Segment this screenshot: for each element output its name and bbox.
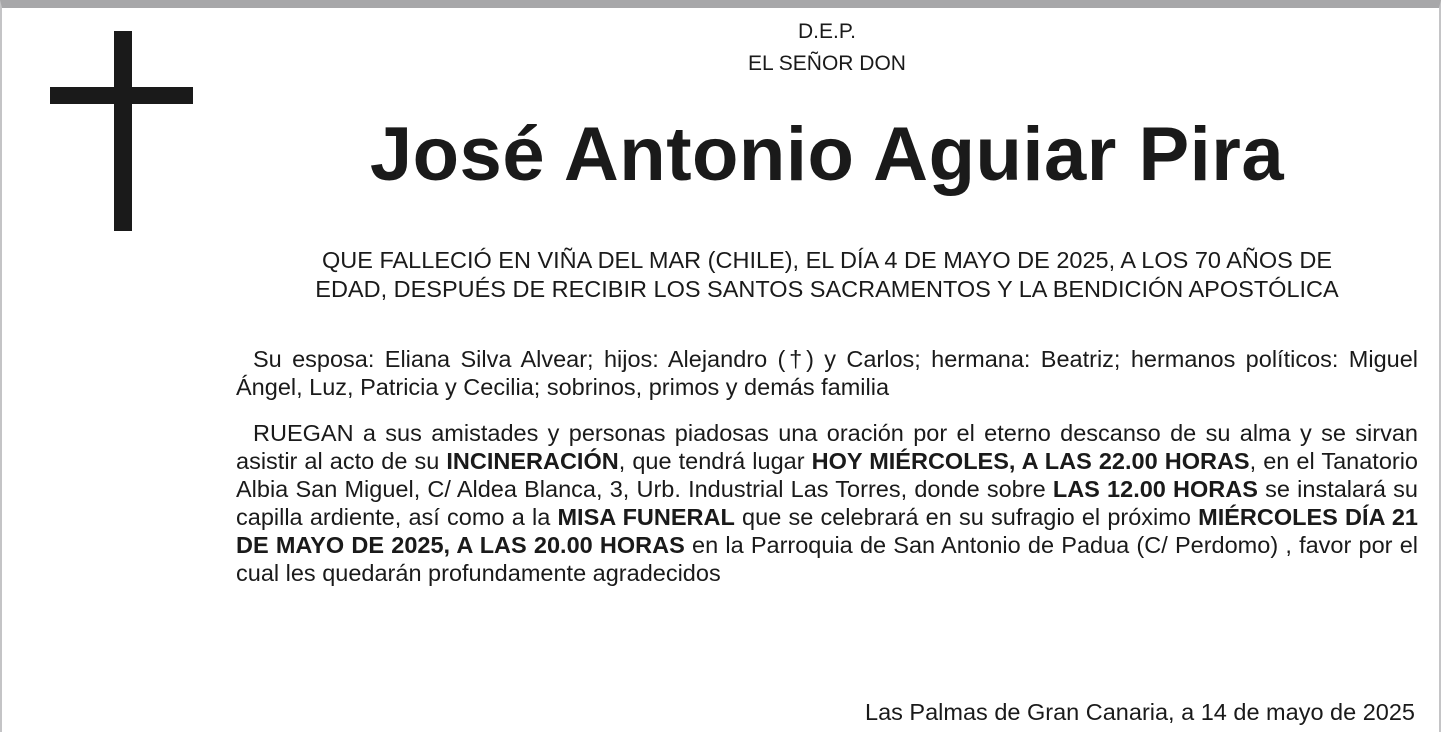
dep-label: D.E.P. [798, 20, 856, 43]
cross-icon [50, 31, 195, 234]
announcement-line-1: QUE FALLECIÓ EN VIÑA DEL MAR (CHILE), EL DÍA 4 DE MAYO DE 2025, A LOS 70 AÑOS DE [322, 247, 1332, 273]
funeral-mass-time: MIÉRCOLES DÍA 21 DE MAYO DE 2025, A LAS 20.00 HORAS [236, 504, 1418, 558]
ceremony-text-6: en la Parroquia de San Antonio de Padua (C/ Perdomo) , favor por el cual les quedarán profundamente agradecidos [236, 532, 1419, 586]
death-announcement [236, 246, 1418, 304]
ceremony-text-2: , que tendrá lugar [618, 448, 812, 474]
senor-don-label: EL SEÑOR DON [748, 52, 906, 75]
ceremony-text-5: que se celebrará en su sufragio el próximo [734, 504, 1199, 530]
deceased-name: José Antonio Aguiar Pira [369, 112, 1285, 197]
chapel-time: LAS 12.00 HORAS [1052, 476, 1258, 502]
ceremony-text-3: , en el Tanatorio Albia San Miguel, C/ Aldea Blanca, 3, Urb. Industrial Las Torres, donde sobre [236, 448, 1419, 502]
ceremony-paragraph [236, 419, 1418, 587]
cross-vertical-bar [114, 31, 132, 231]
cremation-label: INCINERACIÓN [446, 448, 619, 474]
funeral-mass-label: MISA FUNERAL [557, 504, 735, 530]
cremation-time: HOY MIÉRCOLES, A LAS 22.00 HORAS [811, 448, 1250, 474]
announcement-line-2: EDAD, DESPUÉS DE RECIBIR LOS SANTOS SACRAMENTOS Y LA BENDICIÓN APOSTÓLICA [315, 276, 1339, 302]
place-and-date: Las Palmas de Gran Canaria, a 14 de mayo de 2025 [865, 699, 1415, 725]
family-paragraph: Su esposa: Eliana Silva Alvear; hijos: Alejandro (†) y Carlos; hermana: Beatriz; hermanos políticos: Miguel Ángel, Luz, Patricia y Cecilia; sobrinos, primos y demás familia [236, 346, 1418, 400]
ceremony-text-1: RUEGAN a sus amistades y personas piadosas una oración por el eterno descanso de su alma y se sirvan asistir al acto de su [236, 420, 1418, 474]
ceremony-text-4: se instalará su capilla ardiente, así como a la [236, 476, 1418, 530]
cross-horizontal-bar [50, 87, 193, 104]
header-block [236, 16, 1418, 80]
